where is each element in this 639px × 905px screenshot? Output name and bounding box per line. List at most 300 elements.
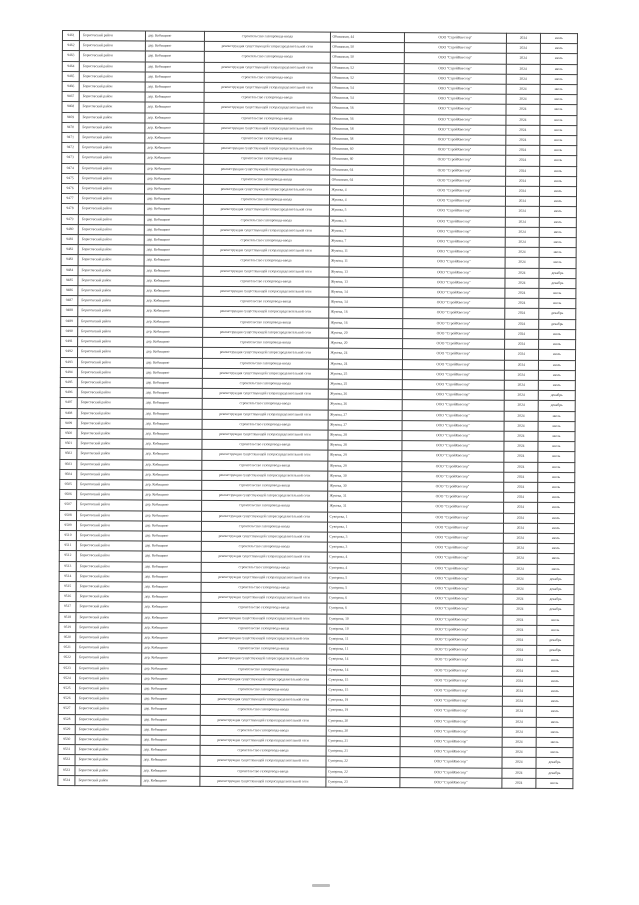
village-cell: дер. Кобищино [144, 317, 203, 328]
year-cell: 2024 [506, 64, 540, 74]
month-cell: июль [540, 135, 577, 145]
village-cell: дер. Кобищино [144, 215, 203, 226]
village-cell: дер. Кобищино [142, 613, 201, 624]
address-cell: Суворова, 6 [326, 604, 400, 615]
year-cell: 2024 [503, 503, 537, 513]
work-type-cell: реконструкция существующей газораспределительной сети [204, 82, 329, 93]
row-number: 9525 [58, 683, 75, 693]
year-cell: 2024 [503, 523, 537, 533]
work-type-cell: строительство газопровода-ввода [202, 419, 327, 430]
address-cell: Жукова, 25 [328, 379, 402, 390]
month-cell: июль [538, 482, 575, 492]
year-cell: 2024 [505, 207, 539, 217]
contractor-cell: ООО "СтройКвестор" [400, 716, 502, 727]
row-number: 9517 [59, 602, 76, 612]
row-number: 9495 [60, 377, 77, 387]
contractor-cell: ООО "СтройКвестор" [403, 206, 505, 217]
month-cell: июль [540, 156, 577, 166]
district-cell: Борисовский район [77, 429, 143, 440]
district-cell: Борисовский район [78, 204, 144, 215]
district-cell: Борисовский район [78, 194, 144, 205]
address-cell: Жукова, 4 [329, 185, 403, 196]
work-type-cell: реконструкция существующей газораспределительной сети [203, 246, 328, 257]
village-cell: дер. Кобищино [141, 745, 200, 756]
year-cell: 2024 [505, 247, 539, 257]
year-cell: 2024 [506, 156, 540, 166]
village-cell: дер. Кобищино [143, 511, 202, 522]
month-cell: июль [540, 33, 577, 43]
address-cell: Жукова, 13 [328, 267, 402, 278]
district-cell: Борисовский район [79, 61, 145, 72]
work-type-cell: реконструкция существующей газораспределительной сети [200, 756, 325, 767]
row-number: 9469 [62, 112, 79, 122]
work-type-cell: реконструкция существующей газораспределительной сети [203, 348, 328, 359]
row-number: 9518 [59, 612, 76, 622]
address-cell: Жукова, 27 [328, 420, 402, 431]
month-cell: июль [537, 625, 574, 635]
month-cell: июль [536, 717, 573, 727]
district-cell: Борисовский район [76, 551, 142, 562]
contractor-cell: ООО "СтройКвестор" [400, 737, 502, 748]
row-number: 9473 [62, 153, 79, 163]
row-number: 9478 [61, 204, 78, 214]
address-cell: Суворова, 20 [326, 726, 400, 737]
page-number-mark [312, 884, 330, 887]
address-cell: Обшинная, 50 [330, 42, 404, 53]
village-cell: дер. Кобищино [144, 347, 203, 358]
address-cell: Обшинная, 52 [330, 63, 404, 74]
row-number: 9509 [59, 520, 76, 530]
address-cell: Обшинная, 64 [329, 175, 403, 186]
address-cell: Жукова, 24 [328, 348, 402, 359]
month-cell: декабрь [539, 319, 576, 329]
contractor-cell: ООО "СтройКвестор" [400, 726, 502, 737]
row-number: 9486 [61, 286, 78, 296]
district-cell: Борисовский район [77, 367, 143, 378]
address-cell: Жукова, 5 [329, 206, 403, 217]
work-type-cell: строительство газопровода-ввода [204, 72, 329, 83]
month-cell: декабрь [537, 595, 574, 605]
row-number: 9492 [61, 347, 78, 357]
address-cell: Суворова, 14 [326, 665, 400, 676]
month-cell: июль [539, 217, 576, 227]
year-cell: 2024 [505, 309, 539, 319]
village-cell: дер. Кобищино [145, 194, 204, 205]
address-cell: Жукова, 7 [329, 236, 403, 247]
contractor-cell: ООО "СтройКвестор" [403, 216, 505, 227]
contractor-cell: ООО "СтройКвестор" [403, 267, 505, 278]
row-number: 9462 [62, 41, 79, 51]
address-cell: Суворова, 10 [326, 614, 400, 625]
district-cell: Борисовский район [79, 31, 145, 42]
contractor-cell: ООО "СтройКвестор" [402, 318, 504, 329]
year-cell: 2024 [503, 533, 537, 543]
contractor-cell: ООО "СтройКвестор" [400, 706, 502, 717]
district-cell: Борисовский район [79, 184, 145, 195]
district-cell: Борисовский район [79, 143, 145, 154]
month-cell: июль [536, 748, 573, 758]
address-cell: Жукова, 24 [328, 359, 402, 370]
contractor-cell: ООО "СтройКвестор" [402, 390, 504, 401]
month-cell: июль [538, 462, 575, 472]
year-cell: 2024 [506, 135, 540, 145]
year-cell: 2024 [505, 227, 539, 237]
year-cell: 2024 [503, 584, 537, 594]
month-cell: декабрь [536, 758, 573, 768]
district-cell: Борисовский район [78, 347, 144, 358]
month-cell: июль [538, 370, 575, 380]
address-cell: Суворова, 3 [327, 542, 401, 553]
village-cell: дер. Кобищино [141, 715, 200, 726]
row-number: 9526 [58, 694, 75, 704]
contractor-cell: ООО "СтройКвестор" [401, 604, 503, 615]
month-cell: декабрь [539, 309, 576, 319]
row-number: 9488 [61, 306, 78, 316]
work-type-cell: строительство газопровода-ввода [202, 399, 327, 410]
month-cell: июль [539, 237, 576, 247]
address-cell: Суворова, 11 [326, 634, 400, 645]
year-cell: 2024 [505, 196, 539, 206]
row-number: 9498 [60, 408, 77, 418]
village-cell: дер. Кобищино [143, 531, 202, 542]
district-cell: Борисовский район [75, 755, 141, 766]
village-cell: дер. Кобищино [142, 653, 201, 664]
work-type-cell: реконструкция существующей газораспределительной сети [204, 164, 329, 175]
address-cell: Суворова, 4 [327, 552, 401, 563]
contractor-cell: ООО "СтройКвестор" [400, 655, 502, 666]
village-cell: дер. Кобищино [142, 551, 201, 562]
row-number: 9522 [59, 653, 76, 663]
row-number: 9474 [62, 163, 79, 173]
year-cell: 2024 [505, 217, 539, 227]
village-cell: дер. Кобищино [145, 164, 204, 175]
district-cell: Борисовский район [79, 92, 145, 103]
month-cell: июль [537, 656, 574, 666]
village-cell: дер. Кобищино [144, 266, 203, 277]
district-cell: Борисовский район [79, 163, 145, 174]
district-cell: Борисовский район [76, 602, 142, 613]
village-cell: дер. Кобищино [145, 143, 204, 154]
work-type-cell: реконструкция существующей газораспределительной сети [203, 266, 328, 277]
registry-table-body [58, 31, 578, 789]
contractor-cell: ООО "СтройКвестор" [401, 533, 503, 544]
village-cell: дер. Кобищино [141, 766, 200, 777]
address-cell: Жукова, 16 [328, 318, 402, 329]
month-cell: июль [540, 166, 577, 176]
year-cell: 2024 [503, 543, 537, 553]
address-cell: Суворова, 4 [327, 563, 401, 574]
address-cell: Суворова, 11 [326, 644, 400, 655]
year-cell: 2024 [506, 115, 540, 125]
village-cell: дер. Кобищино [144, 358, 203, 369]
work-type-cell: реконструкция существующей газораспределительной сети [205, 42, 330, 53]
village-cell: дер. Кобищино [144, 245, 203, 256]
year-cell: 2024 [505, 268, 539, 278]
row-number: 9528 [58, 714, 75, 724]
row-number: 9484 [61, 265, 78, 275]
work-type-cell: строительство газопровода-ввода [203, 235, 328, 246]
address-cell: Обшинная, 50 [330, 53, 404, 64]
month-cell: июль [536, 727, 573, 737]
work-type-cell: реконструкция существующей газораспределительной сети [201, 674, 326, 685]
address-cell: Суворова, 5 [327, 573, 401, 584]
year-cell: 2024 [506, 54, 540, 64]
district-cell: Борисовский район [78, 296, 144, 307]
month-cell: июль [536, 686, 573, 696]
work-type-cell: строительство газопровода-ввода [201, 684, 326, 695]
work-type-cell: строительство газопровода-ввода [201, 705, 326, 716]
address-cell: Жукова, 26 [328, 399, 402, 410]
work-type-cell: строительство газопровода-ввода [202, 501, 327, 512]
month-cell: июль [538, 380, 575, 390]
contractor-cell: ООО "СтройКвестор" [403, 288, 505, 299]
row-number: 9503 [60, 459, 77, 469]
year-cell: 2024 [505, 186, 539, 196]
row-number: 9531 [58, 745, 75, 755]
contractor-cell: ООО "СтройКвестор" [401, 553, 503, 564]
district-cell: Борисовский район [76, 531, 142, 542]
work-type-cell: строительство газопровода-ввода [203, 358, 328, 369]
district-cell: Борисовский район [78, 255, 144, 266]
village-cell: дер. Кобищино [143, 490, 202, 501]
month-cell: июль [540, 64, 577, 74]
work-type-cell: строительство газопровода-ввода [200, 725, 325, 736]
month-cell: июль [538, 431, 575, 441]
address-cell: Жукова, 30 [327, 481, 401, 492]
contractor-cell: ООО "СтройКвестор" [404, 33, 506, 44]
contractor-cell: ООО "СтройКвестор" [402, 308, 504, 319]
address-cell: Суворова, 14 [326, 655, 400, 666]
month-cell: июль [537, 615, 574, 625]
village-cell: дер. Кобищино [145, 153, 204, 164]
month-cell: июль [538, 442, 575, 452]
contractor-cell: ООО "СтройКвестор" [401, 471, 503, 482]
address-cell: Суворова, 23 [325, 777, 399, 788]
work-type-cell: строительство газопровода-ввода [204, 113, 329, 124]
month-cell: июль [538, 472, 575, 482]
month-cell: июль [539, 197, 576, 207]
work-type-cell: реконструкция существующей газораспределительной сети [202, 470, 327, 481]
month-cell: июль [539, 248, 576, 258]
contractor-cell: ООО "СтройКвестор" [401, 563, 503, 574]
district-cell: Борисовский район [77, 439, 143, 450]
month-cell: июль [536, 697, 573, 707]
village-cell: дер. Кобищино [144, 235, 203, 246]
district-cell: Борисовский район [79, 41, 145, 52]
district-cell: Борисовский район [76, 643, 142, 654]
month-cell: июль [537, 564, 574, 574]
work-type-cell: строительство газопровода-ввода [200, 746, 325, 757]
work-type-cell: реконструкция существующей газораспределительной сети [201, 695, 326, 706]
year-cell: 2024 [506, 74, 540, 84]
month-cell: июль [537, 513, 574, 523]
contractor-cell: ООО "СтройКвестор" [404, 63, 506, 74]
row-number: 9481 [61, 235, 78, 245]
district-cell: Борисовский район [76, 571, 142, 582]
month-cell: июль [536, 676, 573, 686]
contractor-cell: ООО "СтройКвестор" [403, 226, 505, 237]
contractor-cell: ООО "СтройКвестор" [401, 614, 503, 625]
address-cell: Жукова, 29 [327, 450, 401, 461]
row-number: 9480 [61, 224, 78, 234]
year-cell: 2024 [506, 105, 540, 115]
district-cell: Борисовский район [77, 357, 143, 368]
year-cell: 2024 [503, 554, 537, 564]
month-cell: июль [539, 186, 576, 196]
district-cell: Борисовский район [75, 775, 141, 786]
village-cell: дер. Кобищино [142, 623, 201, 634]
month-cell: июль [537, 533, 574, 543]
year-cell: 2024 [503, 574, 537, 584]
contractor-cell: ООО "СтройКвестор" [403, 257, 505, 268]
row-number: 9529 [58, 724, 75, 734]
year-cell: 2024 [502, 737, 536, 747]
row-number: 9508 [60, 510, 77, 520]
district-cell: Борисовский район [77, 398, 143, 409]
year-cell: 2024 [503, 605, 537, 615]
village-cell: дер. Кобищино [144, 286, 203, 297]
year-cell: 2024 [506, 145, 540, 155]
year-cell: 2024 [505, 298, 539, 308]
contractor-cell: ООО "СтройКвестор" [401, 522, 503, 533]
village-cell: дер. Кобищино [145, 133, 204, 144]
village-cell: дер. Кобищино [143, 470, 202, 481]
contractor-cell: ООО "СтройКвестор" [400, 696, 502, 707]
month-cell: декабрь [538, 401, 575, 411]
row-number: 9493 [60, 357, 77, 367]
village-cell: дер. Кобищино [145, 92, 204, 103]
contractor-cell: ООО "СтройКвестор" [402, 298, 504, 309]
row-number: 9512 [59, 551, 76, 561]
work-type-cell: реконструкция существующей газораспределительной сети [203, 327, 328, 338]
address-cell: Жукова, 14 [328, 297, 402, 308]
contractor-cell: ООО "СтройКвестор" [401, 502, 503, 513]
year-cell: 2024 [503, 492, 537, 502]
work-type-cell: строительство газопровода-ввода [201, 644, 326, 655]
district-cell: Борисовский район [76, 561, 142, 572]
row-number: 9519 [59, 622, 76, 632]
work-type-cell: строительство газопровода-ввода [203, 378, 328, 389]
row-number: 9504 [60, 469, 77, 479]
year-cell: 2024 [505, 288, 539, 298]
work-type-cell: реконструкция существующей газораспределительной сети [204, 103, 329, 114]
address-cell: Жукова, 4 [329, 195, 403, 206]
contractor-cell: ООО "СтройКвестор" [404, 73, 506, 84]
address-cell: Жукова, 31 [327, 501, 401, 512]
address-cell: Обшинная, 58 [329, 124, 403, 135]
month-cell: июль [539, 227, 576, 237]
contractor-cell: ООО "СтройКвестор" [401, 543, 503, 554]
contractor-cell: ООО "СтройКвестор" [404, 124, 506, 135]
village-cell: дер. Кобищино [141, 735, 200, 746]
address-cell: Жукова, 28 [327, 440, 401, 451]
address-cell: Жукова, 20 [328, 338, 402, 349]
contractor-cell: ООО "СтройКвестор" [400, 686, 502, 697]
district-cell: Борисовский район [78, 326, 144, 337]
row-number: 9501 [60, 439, 77, 449]
district-cell: Борисовский район [75, 694, 141, 705]
year-cell: 2024 [504, 390, 538, 400]
village-cell: дер. Кобищино [145, 204, 204, 215]
year-cell: 2024 [504, 411, 538, 421]
month-cell: июль [539, 288, 576, 298]
contractor-cell: ООО "СтройКвестор" [403, 277, 505, 288]
address-cell: Жукова, 11 [329, 257, 403, 268]
district-cell: Борисовский район [78, 265, 144, 276]
district-cell: Борисовский район [77, 490, 143, 501]
work-type-cell: реконструкция существующей газораспределительной сети [203, 307, 328, 318]
month-cell: декабрь [537, 635, 574, 645]
work-type-cell: реконструкция существующей газораспределительной сети [200, 776, 325, 787]
contractor-cell: ООО "СтройКвестор" [401, 492, 503, 503]
work-type-cell: реконструкция существующей газораспределительной сети [201, 654, 326, 665]
village-cell: дер. Кобищино [141, 755, 200, 766]
year-cell: 2024 [503, 513, 537, 523]
year-cell: 2024 [502, 696, 536, 706]
village-cell: дер. Кобищино [145, 113, 204, 124]
district-cell: Борисовский район [78, 224, 144, 235]
row-number: 9489 [61, 316, 78, 326]
work-type-cell: строительство газопровода-ввода [200, 766, 325, 777]
village-cell: дер. Кобищино [142, 664, 201, 675]
contractor-cell: ООО "СтройКвестор" [401, 482, 503, 493]
month-cell: июль [537, 503, 574, 513]
district-cell: Борисовский район [77, 378, 143, 389]
work-type-cell: строительство газопровода-ввода [203, 317, 328, 328]
contractor-cell: ООО "СтройКвестор" [402, 328, 504, 339]
contractor-cell: ООО "СтройКвестор" [404, 94, 506, 105]
year-cell: 2024 [504, 482, 538, 492]
village-cell: дер. Кобищино [143, 460, 202, 471]
village-cell: дер. Кобищино [145, 174, 204, 185]
month-cell: июль [537, 554, 574, 564]
month-cell: июль [540, 44, 577, 54]
row-number: 9482 [61, 245, 78, 255]
district-cell: Борисовский район [77, 459, 143, 470]
year-cell: 2024 [504, 350, 538, 360]
district-cell: Борисовский район [76, 520, 142, 531]
year-cell: 2024 [502, 686, 536, 696]
contractor-cell: ООО "СтройКвестор" [402, 379, 504, 390]
village-cell: дер. Кобищино [142, 674, 201, 685]
work-type-cell: строительство газопровода-ввода [201, 562, 326, 573]
row-number: 9483 [61, 255, 78, 265]
work-type-cell: строительство газопровода-ввода [203, 337, 328, 348]
village-cell: дер. Кобищино [142, 582, 201, 593]
month-cell: июль [540, 74, 577, 84]
work-type-cell: реконструкция существующей газораспределительной сети [202, 531, 327, 542]
address-cell: Суворова, 21 [326, 736, 400, 747]
work-type-cell: реконструкция существующей газораспределительной сети [200, 735, 325, 746]
month-cell: июль [536, 737, 573, 747]
district-cell: Борисовский район [76, 541, 142, 552]
district-cell: Борисовский район [77, 469, 143, 480]
address-cell: Жукова, 14 [328, 287, 402, 298]
work-type-cell: реконструкция существующей газораспределительной сети [201, 593, 326, 604]
month-cell: июль [536, 707, 573, 717]
village-cell: дер. Кобищино [144, 296, 203, 307]
district-cell: Борисовский район [77, 510, 143, 521]
contractor-cell: ООО "СтройКвестор" [401, 512, 503, 523]
district-cell: Борисовский район [76, 612, 142, 623]
district-cell: Борисовский район [78, 306, 144, 317]
village-cell: дер. Кобищино [144, 276, 203, 287]
district-cell: Борисовский район [75, 765, 141, 776]
address-cell: Суворова, 19 [326, 706, 400, 717]
village-cell: дер. Кобищино [144, 337, 203, 348]
district-cell: Борисовский район [79, 173, 145, 184]
contractor-cell: ООО "СтройКвестор" [403, 247, 505, 258]
